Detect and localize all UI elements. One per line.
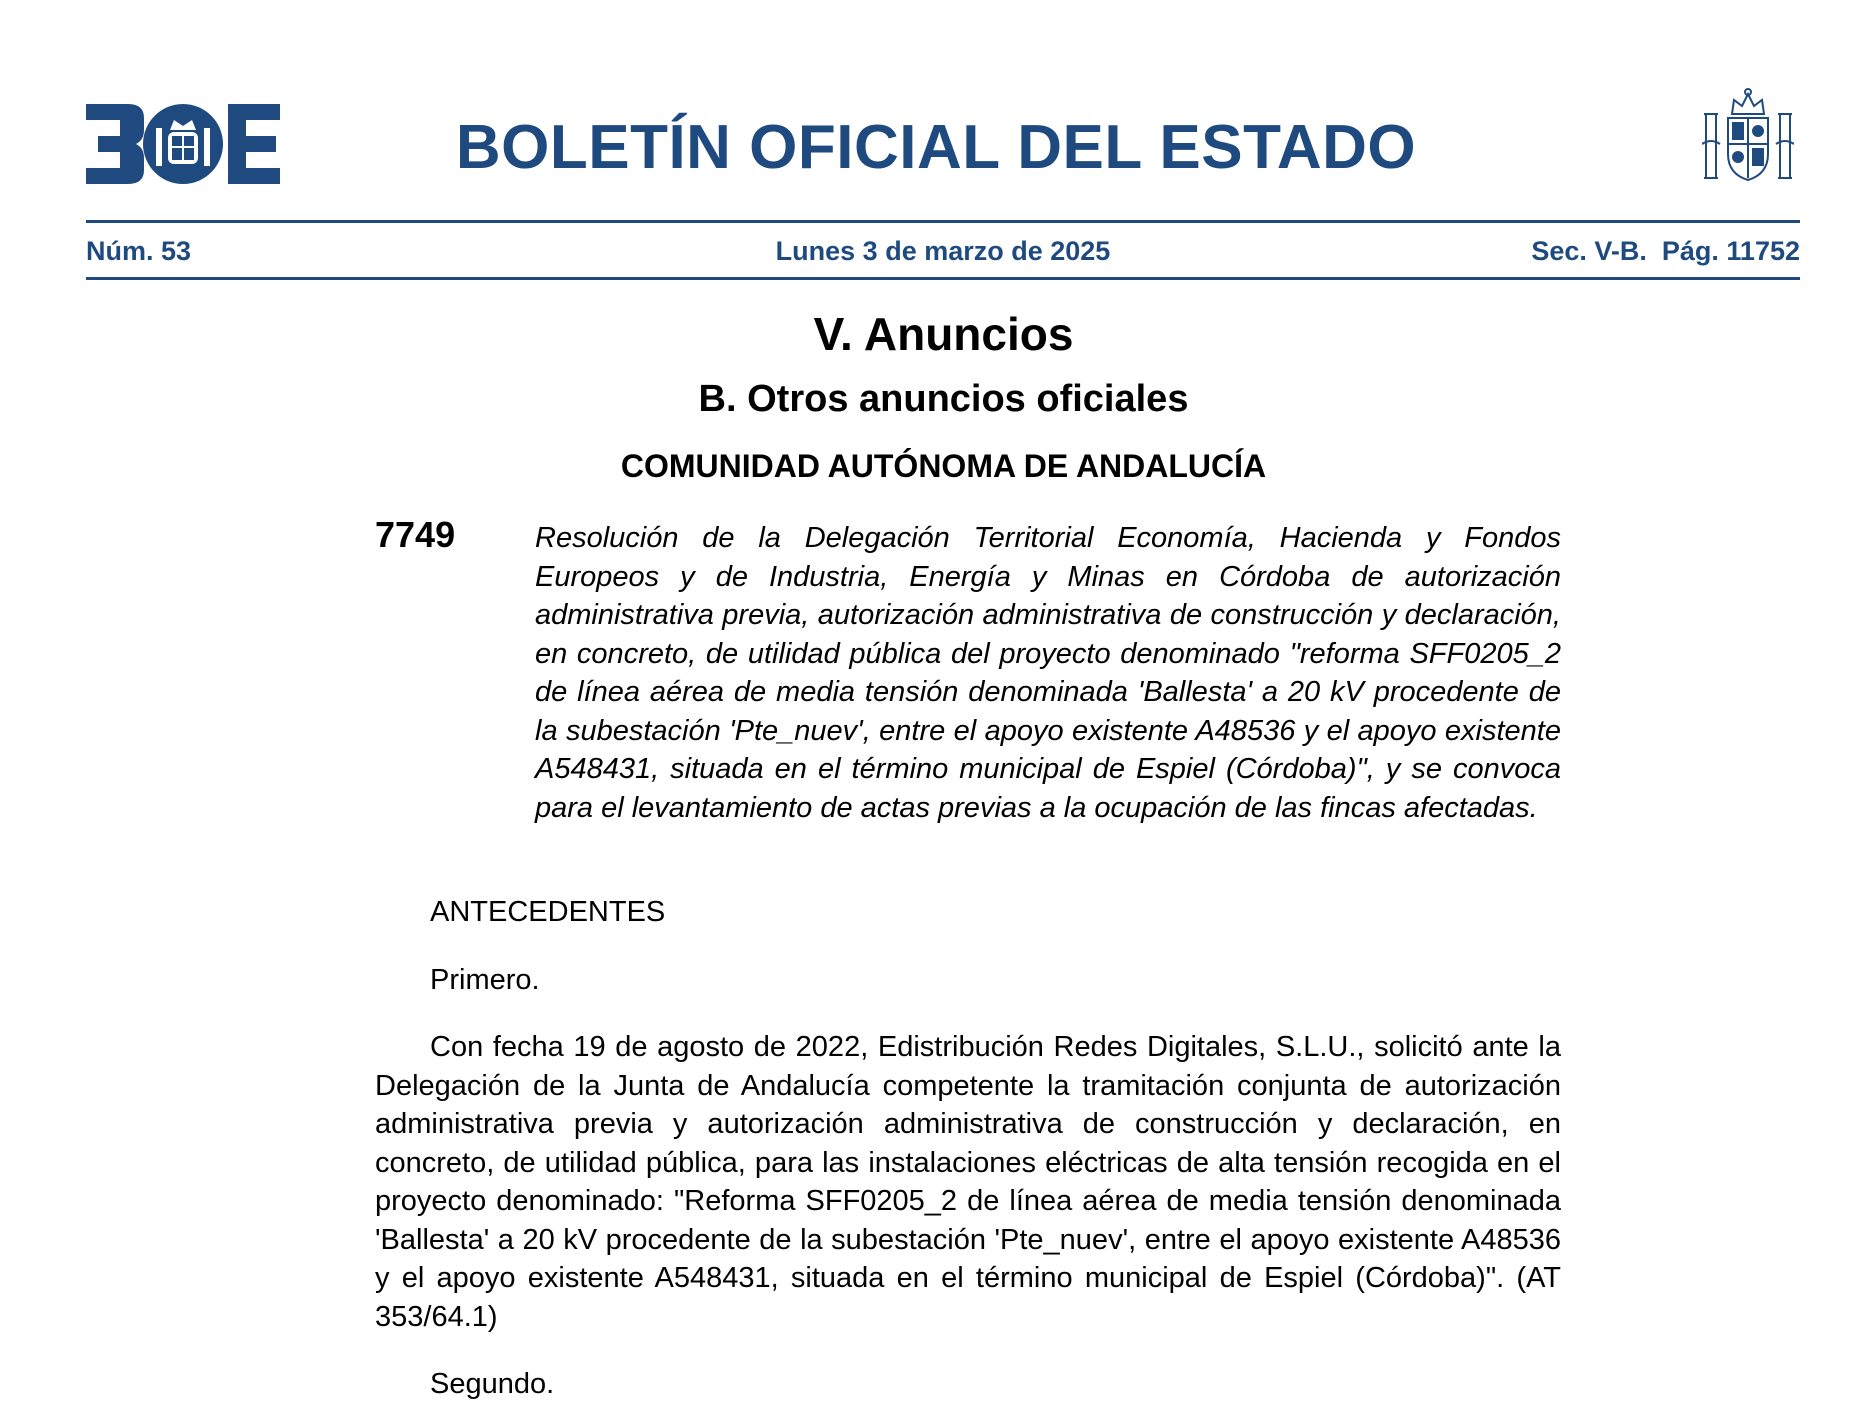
segundo-heading: Segundo. bbox=[430, 1368, 555, 1400]
boe-logo bbox=[86, 104, 280, 184]
section-page: Sec. V-B. Pág. 11752 bbox=[1531, 236, 1800, 266]
coat-of-arms-icon bbox=[1702, 84, 1794, 186]
masthead-title: BOLETÍN OFICIAL DEL ESTADO bbox=[455, 113, 1417, 182]
section-title: V. Anuncios bbox=[813, 308, 1074, 360]
header-rule-bottom bbox=[86, 277, 1800, 280]
header-rule-top bbox=[86, 220, 1800, 223]
announcement-summary: Resolución de la Delegación Territorial Economía, Hacienda y Fondos Europeos y de Industria, Energía y Minas en Córdoba de autorización administrativa previa, autorización administrativa de construcción y declaración, en concreto, de utilidad pública del proyecto denominado "reforma SFF0205_2 de línea aérea de media tensión denominada 'Ballesta' a 20 kV procedente de la subestación 'Pte_nuev', entre el apoyo existente A48536 y el apoyo existente A548431, situada en el término municipal de Espiel (Córdoba)", y se convoca para el levantamiento de actas previas a la ocupación de las fincas afectadas. bbox=[535, 522, 1561, 824]
subsection-title: B. Otros anuncios oficiales bbox=[698, 378, 1189, 420]
primero-heading: Primero. bbox=[430, 964, 540, 996]
antecedentes-heading: ANTECEDENTES bbox=[430, 896, 666, 928]
issue-number: Núm. 53 bbox=[86, 236, 192, 266]
primero-paragraph: Con fecha 19 de agosto de 2022, Edistribución Redes Digitales, S.L.U., solicitó ante la Delegación de la Junta de Andalucía competente la tramitación conjunta de autorización administrativa previa y autorización administrativa de construcción y declaración, en concreto, de utilidad pública, para las instalaciones eléctricas de alta tensión recogida en el proyecto denominado: "Reforma SFF0205_2 de línea aérea de media tensión denominada 'Ballesta' a 20 kV procedente de la subestación 'Pte_nuev', entre el apoyo existente A48536 y el apoyo existente A548431, situada en el término municipal de Espiel (Córdoba)". (AT 353/64.1) bbox=[375, 1031, 1561, 1333]
region-title: COMUNIDAD AUTÓNOMA DE ANDALUCÍA bbox=[620, 448, 1267, 484]
issue-bar bbox=[86, 236, 1800, 266]
announcement-number: 7749 bbox=[375, 514, 456, 555]
issue-date: Lunes 3 de marzo de 2025 bbox=[775, 236, 1111, 266]
